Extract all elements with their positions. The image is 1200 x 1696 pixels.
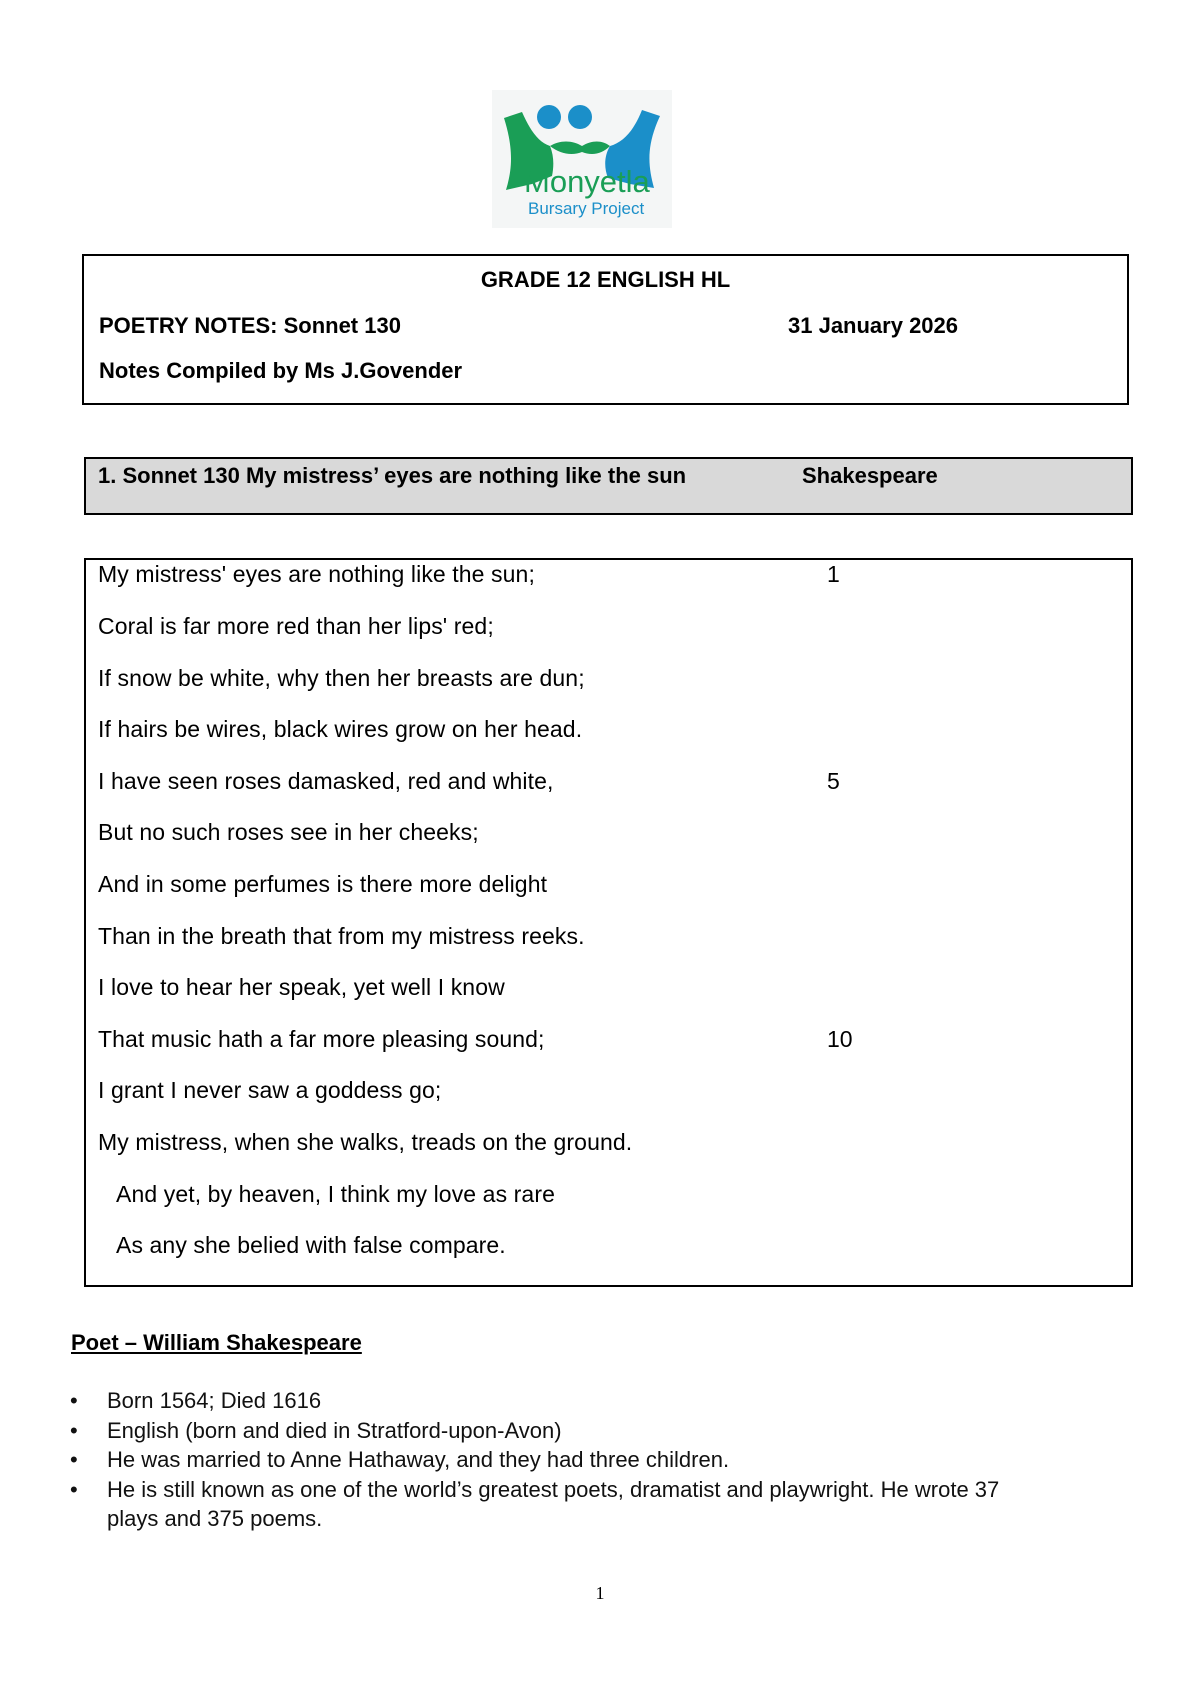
poem-line: My mistress' eyes are nothing like the sun; [98,561,535,587]
poem-line: I grant I never saw a goddess go; [98,1077,442,1103]
logo-graphic [492,90,672,228]
compiled-by: Notes Compiled by Ms J.Govender [99,358,463,383]
logo-text-line1: Monyetla [524,164,650,199]
page-number: 1 [595,1583,605,1603]
bio-bullet: • Born 1564; Died 1616 [70,1386,1030,1416]
poem-line: I love to hear her speak, yet well I know [98,974,505,1000]
poet-heading: Poet – William Shakespeare [71,1330,362,1355]
poem-line: That music hath a far more pleasing sound; [98,1026,545,1052]
poem-title: 1. Sonnet 130 My mistress’ eyes are nothing like the sun [98,463,687,488]
poem-line: And yet, by heaven, I think my love as rare [116,1181,555,1207]
notes-title: POETRY NOTES: Sonnet 130 [99,313,401,338]
line-number: 1 [827,561,840,587]
poem-title-bar [84,457,1133,515]
poem-line: And in some perfumes is there more delight [98,871,548,897]
bio-bullet: • He was married to Anne Hathaway, and they had three children. [70,1445,1030,1475]
poem-line: If snow be white, why then her breasts are dun; [98,665,585,691]
poem-box [84,558,1133,1287]
poem-line: If hairs be wires, black wires grow on her head. [98,716,583,742]
poem-author: Shakespeare [802,463,938,488]
grade-heading: GRADE 12 ENGLISH HL [480,267,731,292]
line-number: 5 [827,768,840,794]
monyetla-logo [492,90,672,228]
poem-line: My mistress, when she walks, treads on the ground. [98,1129,633,1155]
bio-bullet: • English (born and died in Stratford-upon-Avon) [70,1416,1030,1446]
bio-bullet: • He is still known as one of the world’s greatest poets, dramatist and playwright. He wrote 37 plays and 375 poems. [70,1475,1030,1534]
poem-line: But no such roses see in her cheeks; [98,819,479,845]
logo-text-line2: Bursary Project [528,199,645,218]
notes-date: 31 January 2026 [788,313,959,338]
poem-line: As any she belied with false compare. [116,1232,506,1258]
line-number: 10 [827,1026,853,1052]
header-box [82,254,1129,405]
poem-line: Than in the breath that from my mistress reeks. [98,923,585,949]
poem-line: Coral is far more red than her lips' red; [98,613,494,639]
poet-bio-list [70,1386,1030,1534]
poem-line: I have seen roses damasked, red and white, [98,768,554,794]
